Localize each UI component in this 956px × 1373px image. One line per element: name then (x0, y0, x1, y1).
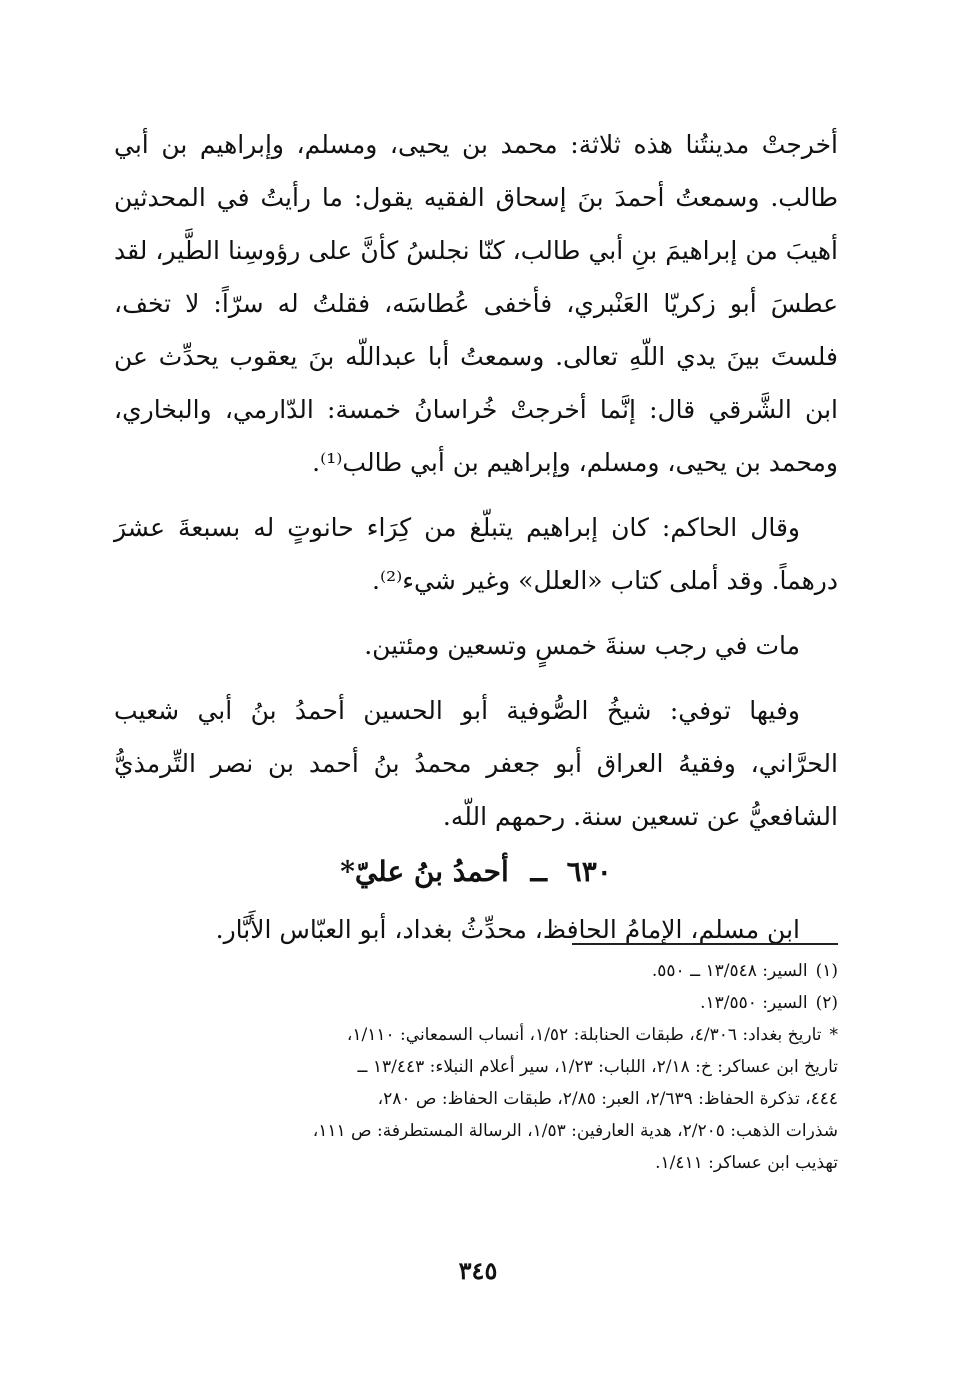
main-text (114, 118, 838, 956)
footnote-1 (114, 955, 838, 987)
paragraph-2: وقال الحاكم: كان إبراهيم يتبلّغ من كِرَاء حانوتٍ له بسبعةَ عشرَ درهماً. وقد أملى كتاب «العلل» وغير شيء⁽²⁾. (114, 513, 838, 595)
source-note-line: شذرات الذهب: ٢/٢٠٥، هدية العارفين: ١/٥٣، الرسالة المستطرفة: ص ١١١، (312, 1121, 838, 1141)
section-dash: ــ (530, 855, 547, 888)
paragraph-3: مات في رجب سنةَ خمسٍ وتسعين ومئتين. (364, 631, 800, 660)
source-note (114, 1019, 838, 1179)
section-title: أحمدُ بنُ عليّ* (340, 855, 509, 888)
source-note-mark: * (829, 1025, 838, 1045)
page-number: ٣٤٥ (458, 1256, 498, 1285)
footnote-2 (114, 987, 838, 1019)
footnote-mark: (١) (815, 961, 838, 981)
section-number: ٦٣٠ (566, 855, 612, 888)
paragraph-gap (114, 672, 838, 684)
source-note-line: تاريخ ابن عساكر: خ: ٢/١٨، اللباب: ١/٢٣، سير أعلام النبلاء: ١٣/٤٤٣ ــ (357, 1057, 838, 1077)
footnote-text: السير: ١٣/٥٥٠. (700, 993, 808, 1013)
paragraph-1: أخرجتْ مدينتُنا هذه ثلاثة: محمد بن يحيى، ومسلم، وإبراهيم بن أبي طالب. وسمعتُ أحمدَ بنَ إسحاق الفقيه يقول: ما رأيتُ في المحدثين أهيبَ من إبراهيمَ بنِ أبي طالب، كنّا نجلسُ كأنَّ على رؤوسِنا الطَّير، لقد عطسَ أبو زكريّا العَنْبري، فأخفى عُطاسَه، فقلتُ له سرّاً: لا تخف، فلستَ بينَ يدي اللّهِ تعالى. وسمعتُ أبا عبداللّه بنَ يعقوب يحدِّث عن ابن الشَّرقي قال: إنَّما أخرجتْ خُراسانُ خمسة: الدّارمي، والبخاري، ومحمد بن يحيى، ومسلم، وإبراهيم بن أبي طالب⁽¹⁾. (114, 130, 838, 477)
footnote-text: السير: ١٣/٥٤٨ ــ ٥٥٠. (651, 961, 808, 981)
source-note-line: ٤٤٤، تذكرة الحفاظ: ٢/٦٣٩، العبر: ٢/٨٥، طبقات الحفاظ: ص ٢٨٠، (377, 1089, 838, 1109)
paragraph-4: وفيها توفي: شيخُ الصُّوفية أبو الحسين أحمدُ بنُ أبي شعيب الحرَّاني، وفقيهُ العراق أبو جعفر محمدُ بنُ أحمد بن نصر التِّرمذيُّ الشافعيُّ عن تسعين سنة. رحمهم اللّه. (114, 696, 838, 831)
source-note-line: تهذيب ابن عساكر: ١/٤١١. (655, 1153, 838, 1173)
source-note-text: تاريخ بغداد: ٤/٣٠٦، طبقات الحنابلة: ١/٥٢، أنساب السمعاني: ١/١١٠، (346, 1025, 822, 1045)
footnote-mark: (٢) (815, 993, 838, 1013)
paragraph-gap (114, 607, 838, 619)
section-heading (114, 847, 838, 897)
footnotes (114, 955, 838, 1179)
source-note-line (114, 1019, 838, 1051)
paragraph-gap (114, 489, 838, 501)
section-intro: ابن مسلم، الإمامُ الحافظ، محدِّثُ بغداد، أبو العبّاس الأَبَّار. (215, 915, 800, 944)
footnote-separator (572, 943, 838, 945)
